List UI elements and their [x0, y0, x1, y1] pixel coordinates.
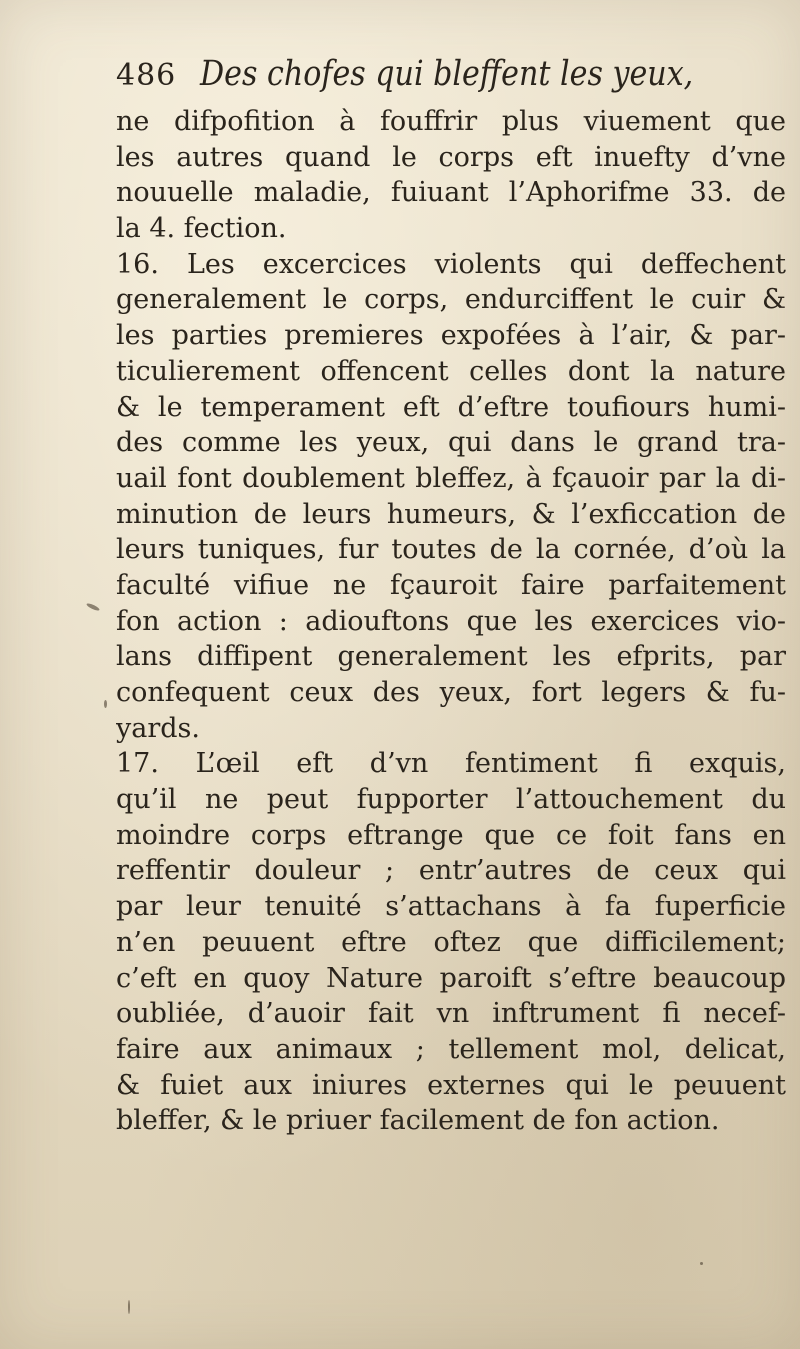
- text-line: oubliée, d’auoir fait vn inftrument fi necef-: [116, 998, 786, 1030]
- page-header: [116, 54, 716, 102]
- text-line: fon action : adiouftons que les exercices vio-: [116, 605, 786, 637]
- text-line: les parties premieres expofées à l’air, & par-: [116, 320, 786, 352]
- text-line: ne difpofition à fouffrir plus viuement que: [116, 106, 786, 137]
- text-line: reffentir douleur ; entr’autres de ceux qui: [116, 855, 786, 887]
- text-line: la 4. fection.: [116, 213, 287, 245]
- text-line: les autres quand le corps eft inuefty d’vne: [116, 141, 786, 173]
- running-title: Des chofes qui bleffent les yeux,: [200, 54, 694, 94]
- paper-speck: [104, 700, 107, 708]
- text-line: 16. Les excercices violents qui deffechent: [116, 248, 786, 280]
- text-line: c’eft en quoy Nature paroift s’eftre beaucoup: [116, 962, 786, 994]
- body-text: [116, 104, 786, 1139]
- text-line: & fuiet aux iniures externes qui le peuuent: [116, 1069, 786, 1101]
- text-line: generalement le corps, endurciffent le cuir &: [116, 284, 786, 316]
- text-line: 17. L’œil eft d’vn fentiment fi exquis,: [116, 748, 786, 780]
- page-number: 486: [116, 58, 177, 93]
- paper-speck: [700, 1262, 703, 1265]
- paper-speck: [128, 1300, 130, 1314]
- text-line: yards.: [116, 712, 200, 744]
- text-line: uail font doublement bleffez, à fçauoir par la di-: [116, 462, 786, 494]
- text-line: ticulierement offencent celles dont la nature: [116, 355, 786, 387]
- text-line: & le temperament eft d’eftre toufiours humi-: [116, 391, 786, 423]
- text-line: moindre corps eftrange que ce foit fans en: [116, 819, 786, 851]
- paper-speck: [86, 602, 100, 612]
- text-line: faculté vifiue ne fçauroit faire parfaitement: [116, 569, 786, 601]
- text-line: lans diffipent generalement les efprits, par: [116, 641, 786, 673]
- text-line: des comme les yeux, qui dans le grand tra-: [116, 427, 786, 459]
- text-line: nouuelle maladie, fuiuant l’Aphorifme 33. de: [116, 177, 786, 209]
- text-line: leurs tuniques, fur toutes de la cornée, d’où la: [116, 534, 786, 566]
- text-line: n’en peuuent eftre oftez que difficilement;: [116, 926, 786, 958]
- text-line: bleffer, & le priuer facilement de fon action.: [116, 1105, 720, 1137]
- text-line: minution de leurs humeurs, & l’exficcation de: [116, 498, 786, 530]
- text-line: qu’il ne peut fupporter l’attouchement du: [116, 784, 786, 816]
- text-line: par leur tenuité s’attachans à fa fuperficie: [116, 891, 786, 923]
- text-line: faire aux animaux ; tellement mol, delicat,: [116, 1033, 786, 1065]
- text-line: confequent ceux des yeux, fort legers & fu-: [116, 677, 786, 708]
